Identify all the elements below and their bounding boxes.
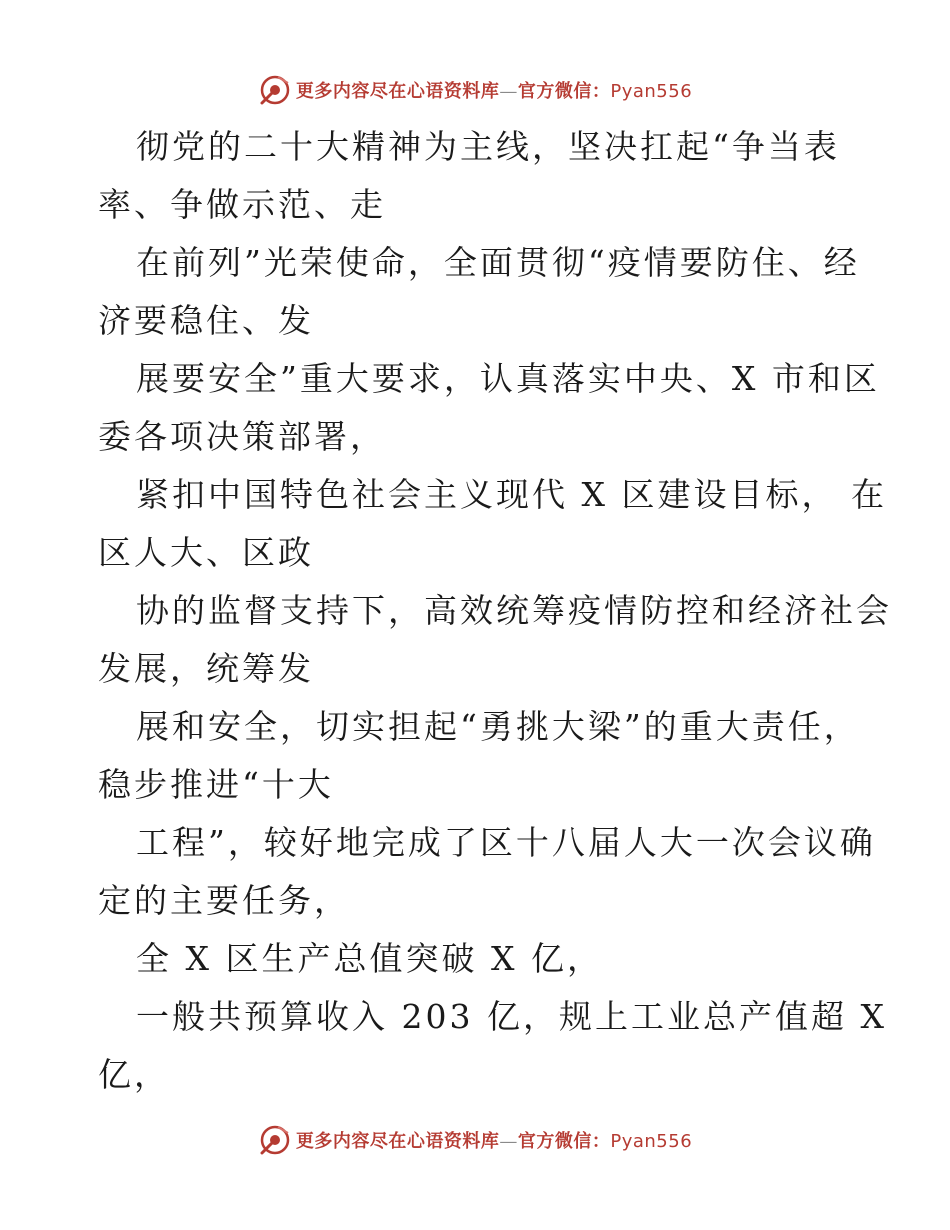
watermark-text: 更多内容尽在心语资料库—官方微信：Pyan556 <box>295 81 693 102</box>
text-line: 展和安全，切实担起“勇挑大梁”的重大责任， <box>136 707 860 746</box>
text-line: 发展，统筹发 <box>98 649 314 688</box>
text-line: 委各项决策部署， <box>98 417 386 456</box>
text-line: 一般共预算收入 203 亿，规上工业总产值超 X <box>136 997 887 1036</box>
text-line: 济要稳住、发 <box>98 301 314 340</box>
text-line: 彻党的二十大精神为主线，坚决扛起“争当表 <box>136 127 840 166</box>
text-line: 稳步推进“十大 <box>98 765 334 804</box>
text-line: 展要安全”重大要求，认真落实中央、X 市和区 <box>136 359 880 398</box>
text-line: 工程”，较好地完成了区十八届人大一次会议确 <box>136 823 876 862</box>
document-body <box>98 118 892 1104</box>
footer-watermark <box>0 1120 950 1160</box>
pen-logo-icon <box>258 1123 292 1157</box>
text-line: 紧扣中国特色社会主义现代 X 区建设目标， 在 <box>136 475 887 514</box>
text-line: 率、争做示范、走 <box>98 185 386 224</box>
text-line: 亿， <box>98 1055 170 1094</box>
text-line: 区人大、区政 <box>98 533 314 572</box>
text-line: 协的监督支持下，高效统筹疫情防控和经济社会 <box>136 591 892 630</box>
watermark-text: 更多内容尽在心语资料库—官方微信：Pyan556 <box>295 1131 693 1152</box>
pen-logo-icon <box>258 73 292 107</box>
text-line: 全 X 区生产总值突破 X 亿， <box>136 939 603 978</box>
text-line: 在前列”光荣使命，全面贯彻“疫情要防住、经 <box>136 243 860 282</box>
text-line: 定的主要任务， <box>98 881 350 920</box>
header-watermark <box>0 70 950 110</box>
